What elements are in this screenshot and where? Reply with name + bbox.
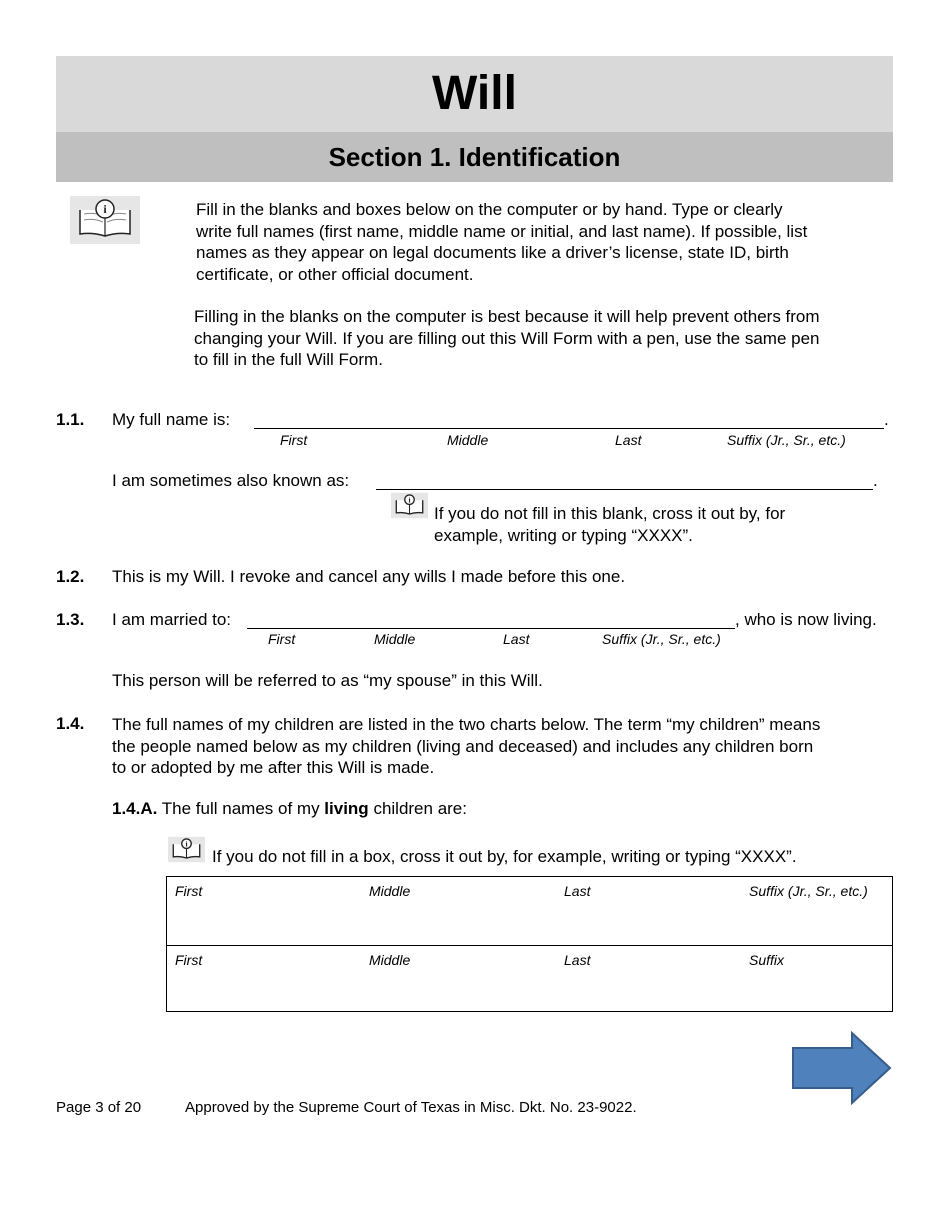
married-to-label: I am married to: xyxy=(112,610,232,629)
section-title: Section 1. Identification xyxy=(328,142,621,172)
info-book-icon xyxy=(70,196,140,244)
subsection-number-1-4-a: 1.4.A. xyxy=(112,799,158,818)
svg-text:i: i xyxy=(185,839,188,849)
aka-label: I am sometimes also known as: xyxy=(112,471,350,490)
revoke-statement: This is my Will. I revoke and cancel any wills I made before this one. xyxy=(112,567,626,586)
caption-middle: Middle xyxy=(447,432,489,448)
intro-paragraph-1 xyxy=(196,199,807,285)
section-number-1-1: 1.1. xyxy=(56,410,85,429)
heading-emphasis: living xyxy=(324,799,369,818)
caption-last: Last xyxy=(615,432,642,448)
full-name-period: . xyxy=(884,410,889,429)
svg-text:i: i xyxy=(408,495,411,505)
text-line: Fill in the blanks and boxes below on the computer or by hand. Type or clearly xyxy=(196,200,783,219)
section-number-1-3: 1.3. xyxy=(56,610,85,629)
approval-text: Approved by the Supreme Court of Texas in Misc. Dkt. No. 23-9022. xyxy=(185,1099,637,1116)
living-children-table xyxy=(166,876,893,1012)
page-number: Page 3 of 20 xyxy=(56,1099,142,1116)
heading-text: children are: xyxy=(373,799,467,818)
spouse-note: This person will be referred to as “my spouse” in this Will. xyxy=(112,671,543,690)
heading-text: The full names of my xyxy=(161,799,320,818)
cell-last[interactable]: Last xyxy=(564,952,591,968)
intro-paragraph-2 xyxy=(194,306,820,371)
text-line: Filling in the blanks on the computer is best because it will help prevent others from xyxy=(194,307,820,326)
aka-period: . xyxy=(873,471,878,490)
text-line: names as they appear on legal documents like a driver’s license, state ID, birth xyxy=(196,243,789,262)
section-band xyxy=(56,132,893,182)
text-line: the people named below as my children (living and deceased) and includes any children born xyxy=(112,736,814,756)
aka-note xyxy=(434,503,785,546)
right-arrow-icon[interactable] xyxy=(790,1030,894,1106)
cell-middle[interactable]: Middle xyxy=(369,883,411,899)
section-number-1-4: 1.4. xyxy=(56,714,85,733)
caption-suffix: Suffix (Jr., Sr., etc.) xyxy=(602,631,721,647)
now-living-text: , who is now living. xyxy=(735,610,877,629)
text-line: If you do not fill in this blank, cross it out by, for xyxy=(434,504,786,523)
text-line: changing your Will. If you are filling out this Will Form with a pen, use the same pen xyxy=(194,328,820,348)
section-number-1-2: 1.2. xyxy=(56,567,85,586)
children-definition xyxy=(112,714,820,779)
text-line: The full names of my children are listed in the two charts below. The term “my children” means xyxy=(112,715,821,734)
aka-blank[interactable] xyxy=(376,472,873,490)
caption-last: Last xyxy=(503,631,530,647)
caption-middle: Middle xyxy=(374,631,416,647)
text-line: certificate, or other official document. xyxy=(196,264,474,284)
box-note: If you do not fill in a box, cross it out by, for example, writing or typing “XXXX”. xyxy=(212,847,797,866)
caption-suffix: Suffix (Jr., Sr., etc.) xyxy=(727,432,846,448)
cell-last[interactable]: Last xyxy=(564,883,591,899)
title-band xyxy=(56,56,893,132)
cell-first[interactable]: First xyxy=(175,883,203,899)
cell-suffix[interactable]: Suffix xyxy=(749,952,785,968)
text-line: example, writing or typing “XXXX”. xyxy=(434,525,693,545)
cell-first[interactable]: First xyxy=(175,952,203,968)
full-name-label: My full name is: xyxy=(112,410,231,429)
spouse-name-blank[interactable] xyxy=(247,611,735,629)
living-children-heading xyxy=(112,799,467,819)
caption-first: First xyxy=(268,631,296,647)
cell-suffix[interactable]: Suffix (Jr., Sr., etc.) xyxy=(749,883,868,899)
text-line: to or adopted by me after this Will is made. xyxy=(112,758,435,777)
text-line: write full names (first name, middle name or initial, and last name). If possible, list xyxy=(196,221,808,241)
page-title: Will xyxy=(432,67,517,120)
cell-middle[interactable]: Middle xyxy=(369,952,411,968)
info-book-icon xyxy=(168,836,205,863)
caption-first: First xyxy=(280,432,308,448)
full-name-blank[interactable] xyxy=(254,411,884,429)
text-line: to fill in the full Will Form. xyxy=(194,350,383,369)
table-row[interactable] xyxy=(167,877,892,945)
table-row[interactable] xyxy=(167,945,892,1014)
svg-text:i: i xyxy=(103,202,107,216)
info-book-icon xyxy=(391,492,428,519)
